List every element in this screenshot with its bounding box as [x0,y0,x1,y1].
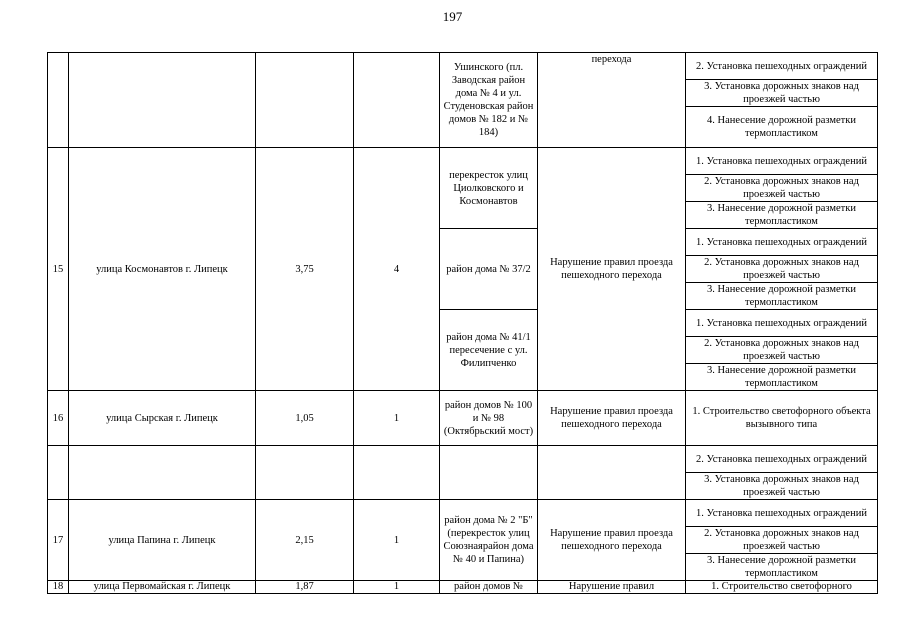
location-cell: район дома № 37/2 [440,229,538,310]
street-cell [69,446,256,500]
num-cell: 15 [48,148,69,391]
measure-cell: 3. Установка дорожных знаков над проезжей частью [686,80,878,107]
measure-cell: 3. Нанесение дорожной разметки термопластиком [686,554,878,581]
length-cell: 1,05 [256,391,354,446]
length-cell: 2,15 [256,500,354,581]
measure-cell: 1. Строительство светофорного [686,581,878,594]
measure-cell: 1. Установка пешеходных ограждений [686,229,878,256]
measure-cell: 2. Установка пешеходных ограждений [686,53,878,80]
measure-cell: 1. Строительство светофорного объекта вызывного типа [686,391,878,446]
table-row [48,581,878,594]
street-cell: улица Сырская г. Липецк [69,391,256,446]
count-cell: 1 [354,581,440,594]
length-cell: 3,75 [256,148,354,391]
measure-cell: 4. Нанесение дорожной разметки термопластиком [686,107,878,148]
measure-cell: 1. Установка пешеходных ограждений [686,500,878,527]
table-row [48,53,878,80]
num-cell: 16 [48,391,69,446]
measure-cell: 2. Установка дорожных знаков над проезжей частью [686,337,878,364]
measure-cell: 2. Установка пешеходных ограждений [686,446,878,473]
location-cell [440,446,538,500]
count-cell [354,53,440,148]
measure-cell: 1. Установка пешеходных ограждений [686,148,878,175]
measures-table [47,52,878,594]
violation-cell: перехода [538,53,686,148]
violation-cell: Нарушение правил [538,581,686,594]
measure-cell: 2. Установка дорожных знаков над проезжей частью [686,527,878,554]
location-cell: перекресток улиц Циолковского и Космонавтов [440,148,538,229]
table-row [48,446,878,473]
table-row [48,500,878,527]
count-cell: 4 [354,148,440,391]
street-cell: улица Первомайская г. Липецк [69,581,256,594]
violation-cell: Нарушение правил проезда пешеходного перехода [538,500,686,581]
location-cell: район дома № 2 "Б" (перекресток улиц Союзнаярайон дома № 40 и Папина) [440,500,538,581]
length-cell [256,446,354,500]
street-cell: улица Космонавтов г. Липецк [69,148,256,391]
location-cell: район домов № [440,581,538,594]
count-cell: 1 [354,391,440,446]
measure-cell: 2. Установка дорожных знаков над проезжей частью [686,175,878,202]
measure-cell: 3. Установка дорожных знаков над проезжей частью [686,473,878,500]
street-cell: улица Папина г. Липецк [69,500,256,581]
page-number: 197 [442,9,463,24]
violation-cell: Нарушение правил проезда пешеходного перехода [538,391,686,446]
num-cell [48,53,69,148]
count-cell: 1 [354,500,440,581]
violation-cell [538,446,686,500]
measure-cell: 3. Нанесение дорожной разметки термопластиком [686,364,878,391]
location-cell: район домов № 100 и № 98 (Октябрьский мост) [440,391,538,446]
num-cell: 18 [48,581,69,594]
table-row [48,391,878,446]
measure-cell: 1. Установка пешеходных ограждений [686,310,878,337]
length-cell: 1,87 [256,581,354,594]
table-row [48,148,878,175]
num-cell [48,446,69,500]
measure-cell: 3. Нанесение дорожной разметки термопластиком [686,202,878,229]
count-cell [354,446,440,500]
length-cell [256,53,354,148]
location-cell: Ушинского (пл. Заводская район дома № 4 и ул. Студеновская район домов № 182 и № 184) [440,53,538,148]
location-cell: район дома № 41/1 пересечение с ул. Филипченко [440,310,538,391]
violation-cell: Нарушение правил проезда пешеходного перехода [538,148,686,391]
measure-cell: 3. Нанесение дорожной разметки термопластиком [686,283,878,310]
measure-cell: 2. Установка дорожных знаков над проезжей частью [686,256,878,283]
num-cell: 17 [48,500,69,581]
street-cell [69,53,256,148]
